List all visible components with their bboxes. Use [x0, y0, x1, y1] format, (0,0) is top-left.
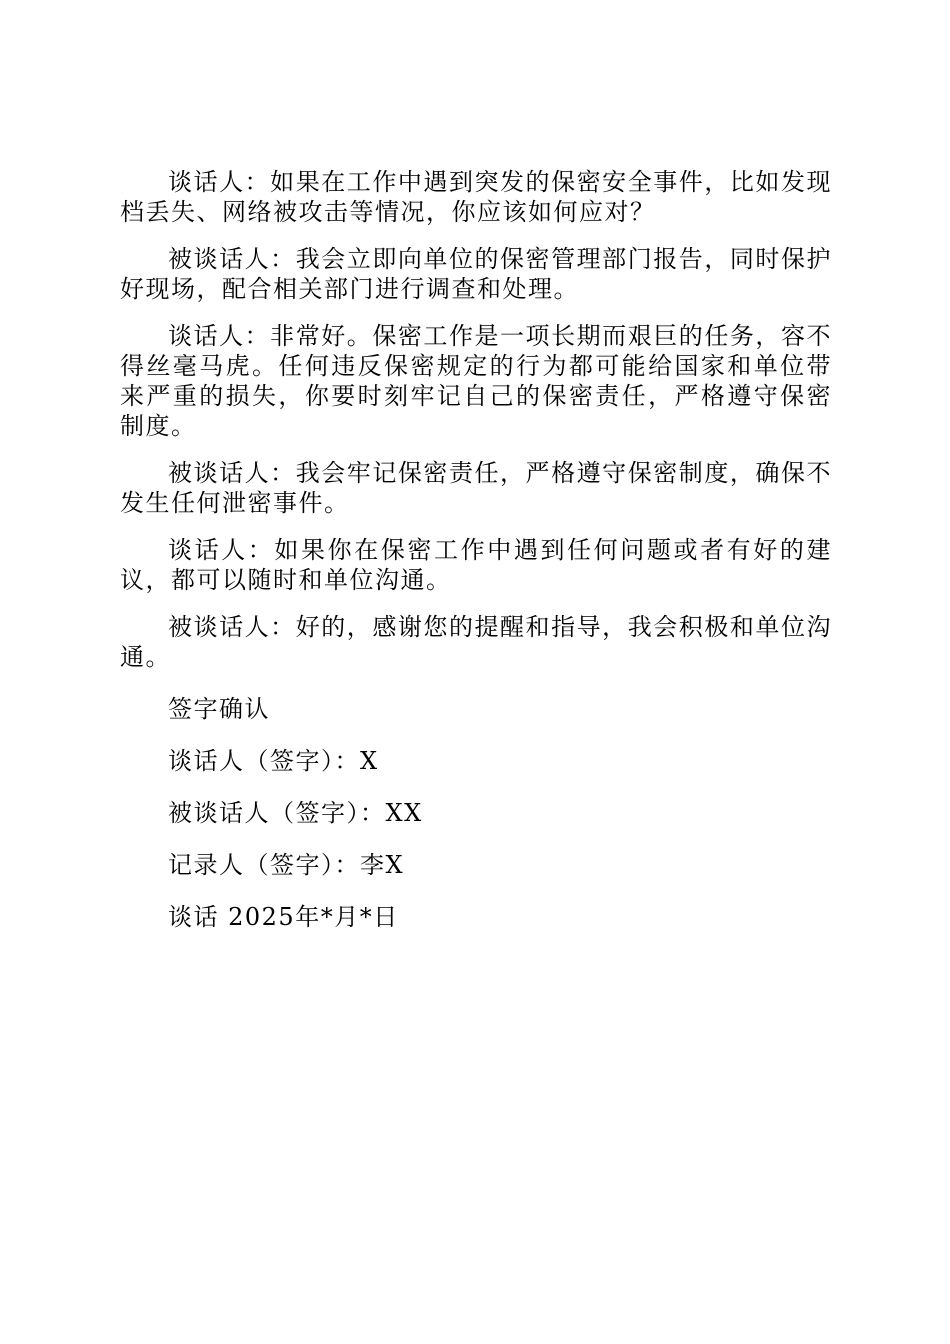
document-page — [120, 167, 832, 954]
recorder-signature: 记录人（签字）：李X — [168, 851, 405, 879]
dialogue-paragraph: 被谈话人：我会立即向单位的保密管理部门报告，同时保护好现场，配合相关部门进行调查和处理。 — [120, 245, 832, 303]
dialogue-paragraph: 谈话人：如果在工作中遇到突发的保密安全事件，比如发现档丢失、网络被攻击等情况，你应该如何应对？ — [120, 168, 832, 226]
signature-section — [120, 694, 832, 932]
interviewee-signature: 被谈话人（签字）：XX — [168, 799, 423, 827]
interviewer-signature: 谈话人（签字）：X — [168, 747, 379, 775]
interview-date: 谈话 2025年*月*日 — [168, 903, 399, 931]
dialogue-paragraph: 被谈话人：我会牢记保密责任，严格遵守保密制度，确保不发生任何泄密事件。 — [120, 459, 832, 517]
dialogue-paragraph: 被谈话人：好的，感谢您的提醒和指导，我会积极和单位沟通。 — [120, 613, 832, 671]
dialogue-paragraph: 谈话人：非常好。保密工作是一项长期而艰巨的任务，容不得丝毫马虎。任何违反保密规定的行为都可能给国家和单位带来严重的损失，你要时刻牢记自己的保密责任，严格遵守保密制度。 — [120, 322, 832, 440]
signature-heading: 签字确认 — [168, 695, 270, 723]
dialogue-paragraph: 谈话人：如果你在保密工作中遇到任何问题或者有好的建议，都可以随时和单位沟通。 — [120, 536, 832, 594]
